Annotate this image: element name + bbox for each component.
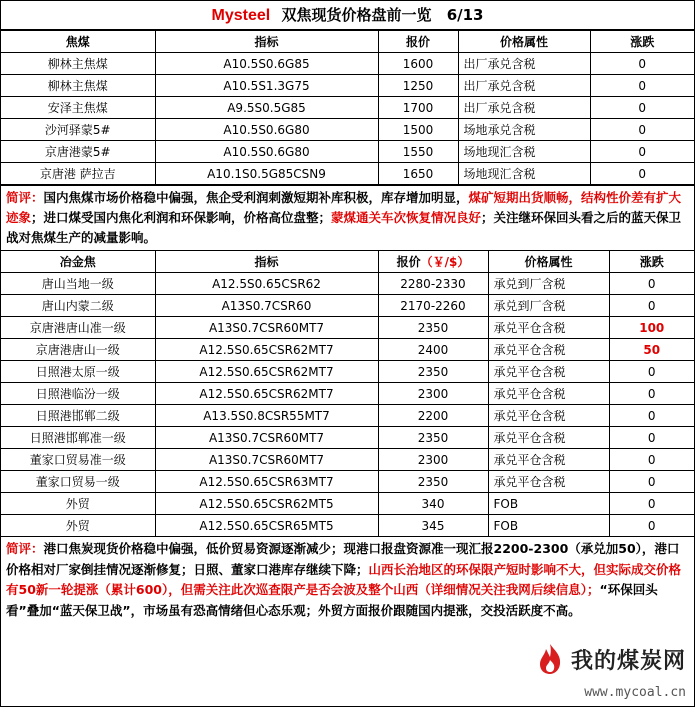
table-cell: 场地现汇含税 [458, 163, 590, 185]
watermark [533, 642, 686, 676]
commentary-text: ；进口煤受国内焦化利润和环保影响，价格高位盘整； [31, 210, 332, 225]
table-cell: 出厂承兑含税 [458, 53, 590, 75]
table-row [1, 273, 694, 295]
table-cell: A12.5S0.65CSR63MT7 [155, 471, 378, 493]
table-cell: 1250 [378, 75, 458, 97]
commentary-text: “环保回头看”叠加“蓝天保卫战”，市场虽有恐高情绪但心态乐观；外贸方面报价跟随国内提涨，交投活跃度不高。 [6, 582, 658, 618]
flame-logo-icon [533, 642, 567, 676]
table-cell: 0 [590, 141, 694, 163]
table-cell: 承兑平仓含税 [488, 471, 609, 493]
table-cell: FOB [488, 515, 609, 537]
commentary-text: ；关注继环保回头看之后的蓝天保卫战对焦煤生产的减量影响。 [6, 210, 682, 245]
table-cell: 日照港邯郸二级 [1, 405, 155, 427]
table-cell: 1500 [378, 119, 458, 141]
table-row [1, 295, 694, 317]
watermark-name: 我的煤炭网 [570, 648, 686, 674]
table-cell: 承兑平仓含税 [488, 361, 609, 383]
table-row [1, 339, 694, 361]
table-cell: A13.5S0.8CSR55MT7 [155, 405, 378, 427]
table-cell: 0 [609, 361, 694, 383]
table-cell: 100 [609, 317, 694, 339]
met-coke-table [1, 250, 694, 537]
table-cell: A12.5S0.65CSR65MT5 [155, 515, 378, 537]
table-cell: 唐山当地一级 [1, 273, 155, 295]
table-row [1, 75, 694, 97]
table-row [1, 53, 694, 75]
table-cell: 0 [609, 493, 694, 515]
table-cell: 0 [609, 515, 694, 537]
table-cell: 董家口贸易准一级 [1, 449, 155, 471]
col-header: 价格属性 [458, 31, 590, 53]
table-cell: A13S0.7CSR60MT7 [155, 317, 378, 339]
col-header: 报价 [378, 31, 458, 53]
table-cell: 出厂承兑含税 [458, 75, 590, 97]
table-row [1, 515, 694, 537]
col-header: 冶金焦 [1, 251, 155, 273]
table-cell: 0 [590, 97, 694, 119]
table-cell: 京唐港蒙5# [1, 141, 155, 163]
commentary-highlight: 蒙煤通关车次恢复情况良好 [331, 210, 482, 225]
table-cell: 50 [609, 339, 694, 361]
table-cell: 场地现汇含税 [458, 141, 590, 163]
table-cell: 2300 [378, 449, 488, 471]
table-cell: 承兑平仓含税 [488, 405, 609, 427]
table-cell: A10.5S1.3G75 [155, 75, 378, 97]
table-cell: 出厂承兑含税 [458, 97, 590, 119]
table-cell: 0 [609, 427, 694, 449]
table-cell: A9.5S0.5G85 [155, 97, 378, 119]
table-cell: 0 [609, 449, 694, 471]
table-row [1, 405, 694, 427]
col-header: 涨跌 [590, 31, 694, 53]
table-cell: A10.5S0.6G80 [155, 119, 378, 141]
table-cell: 0 [609, 405, 694, 427]
col-header: 指标 [155, 251, 378, 273]
table-cell: A13S0.7CSR60 [155, 295, 378, 317]
table-cell: 承兑平仓含税 [488, 383, 609, 405]
col-header: 指标 [155, 31, 378, 53]
table-cell: 沙河驿蒙5# [1, 119, 155, 141]
table-cell: 柳林主焦煤 [1, 75, 155, 97]
table-cell: A12.5S0.65CSR62MT7 [155, 361, 378, 383]
table-cell: 日照港邯郸准一级 [1, 427, 155, 449]
brand-name: Mysteel [211, 7, 271, 24]
table-cell: A10.5S0.6G80 [155, 141, 378, 163]
table-cell: 0 [609, 295, 694, 317]
table-cell: 2300 [378, 383, 488, 405]
table-cell: 0 [590, 75, 694, 97]
table-cell: 承兑平仓含税 [488, 317, 609, 339]
table-row [1, 493, 694, 515]
table-row [1, 361, 694, 383]
table-cell: 2280-2330 [378, 273, 488, 295]
table-cell: A12.5S0.65CSR62MT5 [155, 493, 378, 515]
table-cell: 1600 [378, 53, 458, 75]
table-cell: 2350 [378, 427, 488, 449]
table-row [1, 97, 694, 119]
table-cell: 日照港太原一级 [1, 361, 155, 383]
commentary-label: 简评： [6, 541, 44, 556]
table-cell: 1700 [378, 97, 458, 119]
table-cell: 0 [590, 163, 694, 185]
table-row [1, 449, 694, 471]
table-cell: 0 [590, 119, 694, 141]
table-cell: 2200 [378, 405, 488, 427]
table-row [1, 471, 694, 493]
table-cell: 2350 [378, 471, 488, 493]
col-header [378, 251, 488, 273]
table-cell: 承兑平仓含税 [488, 339, 609, 361]
coking-coal-table [1, 30, 694, 185]
commentary-highlight: 山西长治地区的环保限产短时影响不大，但实际成交价格有50新一轮提涨（累计600），但需关注此次巡查限产是否会波及整个山西（详细情况关注我网后续信息）； [6, 561, 682, 597]
table-cell: 场地承兑含税 [458, 119, 590, 141]
table-cell: A13S0.7CSR60MT7 [155, 427, 378, 449]
table-cell: A12.5S0.65CSR62MT7 [155, 339, 378, 361]
col-header: 价格属性 [488, 251, 609, 273]
col-header: 焦煤 [1, 31, 155, 53]
table-cell: 2350 [378, 361, 488, 383]
table-cell: 承兑平仓含税 [488, 427, 609, 449]
table-cell: A12.5S0.65CSR62 [155, 273, 378, 295]
table-cell: 0 [609, 273, 694, 295]
commentary-text: 国内焦煤市场价格稳中偏强，焦企受利润刺激短期补库积极，库存增加明显， [43, 190, 469, 205]
table-cell: A13S0.7CSR60MT7 [155, 449, 378, 471]
table-cell: 2350 [378, 317, 488, 339]
commentary-label: 简评： [6, 190, 44, 205]
table-cell: 340 [378, 493, 488, 515]
table-cell: 京唐港唐山一级 [1, 339, 155, 361]
col-header-text: 报价 [396, 255, 421, 269]
table-cell: A12.5S0.65CSR62MT7 [155, 383, 378, 405]
table-header-row [1, 251, 694, 273]
table-cell: FOB [488, 493, 609, 515]
table-cell: 2170-2260 [378, 295, 488, 317]
table-cell: 0 [609, 471, 694, 493]
table-header-row [1, 31, 694, 53]
coal-commentary [1, 185, 694, 251]
table-cell: 承兑到厂含税 [488, 273, 609, 295]
table-cell: 外贸 [1, 515, 155, 537]
table-cell: 1650 [378, 163, 458, 185]
table-cell: 2400 [378, 339, 488, 361]
page-title [1, 1, 694, 30]
watermark-url: www.mycoal.cn [584, 685, 686, 700]
table-row [1, 163, 694, 185]
table-cell: 0 [590, 53, 694, 75]
commentary-highlight: 煤矿短期出货顺畅，结构性价差有扩大迹象 [6, 190, 682, 225]
title-date: 6/13 [446, 6, 484, 24]
table-cell: 0 [609, 383, 694, 405]
table-cell: 日照港临汾一级 [1, 383, 155, 405]
table-cell: 承兑到厂含税 [488, 295, 609, 317]
table-cell: 承兑平仓含税 [488, 449, 609, 471]
table-row [1, 119, 694, 141]
table-cell: 柳林主焦煤 [1, 53, 155, 75]
price-unit: （￥/$） [420, 255, 470, 269]
table-row [1, 141, 694, 163]
coke-commentary [1, 537, 694, 623]
table-cell: 安泽主焦煤 [1, 97, 155, 119]
table-cell: 董家口贸易一级 [1, 471, 155, 493]
table-cell: 1550 [378, 141, 458, 163]
table-cell: 外贸 [1, 493, 155, 515]
table-cell: 345 [378, 515, 488, 537]
table-cell: 京唐港 萨拉吉 [1, 163, 155, 185]
commentary-text: 港口焦炭现货价格稳中偏强，低价贸易资源逐渐减少；现港口报盘资源准一现汇报2200-2300（承兑加50），港口价格相对厂家倒挂情况逐渐修复；日照、董家口港库存继续下降； [6, 541, 680, 577]
table-row [1, 383, 694, 405]
table-cell: 京唐港唐山准一级 [1, 317, 155, 339]
table-cell: A10.1S0.5G85CSN9 [155, 163, 378, 185]
table-cell: A10.5S0.6G85 [155, 53, 378, 75]
col-header: 涨跌 [609, 251, 694, 273]
table-row [1, 317, 694, 339]
table-row [1, 427, 694, 449]
table-cell: 唐山内蒙二级 [1, 295, 155, 317]
title-subtitle: 双焦现货价格盘前一览 [281, 6, 432, 24]
